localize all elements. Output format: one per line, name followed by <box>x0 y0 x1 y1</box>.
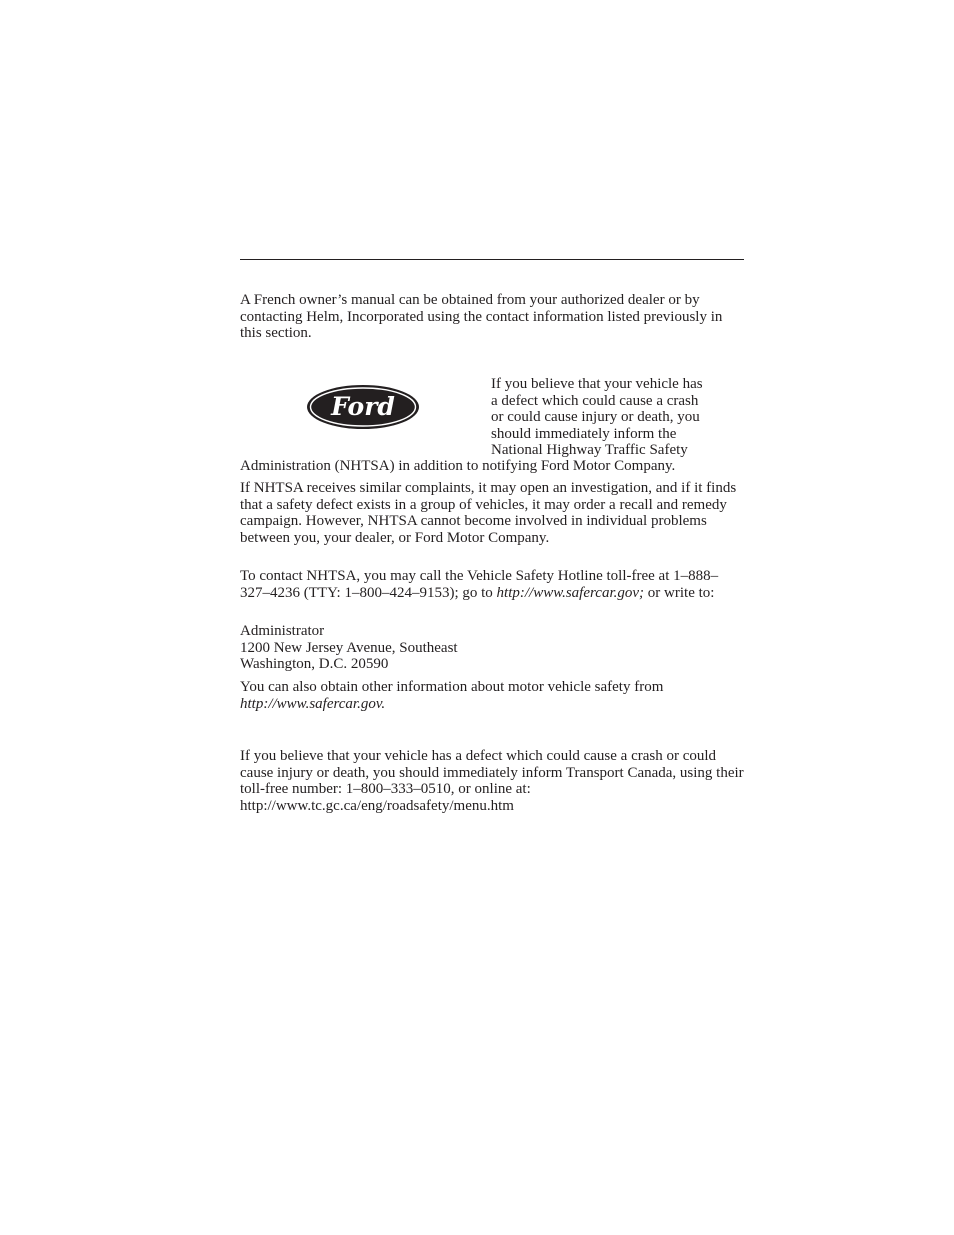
address-line: 1200 New Jersey Avenue, Southeast <box>240 639 458 656</box>
nhtsa-contact-suffix: or write to: <box>644 584 715 601</box>
ford-wordmark: Ford <box>331 392 395 421</box>
address-line: Washington, D.C. 20590 <box>240 656 389 672</box>
french-manual-paragraph: A French owner’s manual can be obtained from your authorized dealer or by contacting Helm, Incorporated using the contact information listed previously in this section. <box>240 292 723 341</box>
safercar-link[interactable]: http://www.safercar.gov. <box>240 695 386 712</box>
nhtsa-complaints-paragraph: If NHTSA receives similar complaints, it may open an investigation, and if it finds that a safety defect exists in a group of vehicles, it may order a recall and remedy campaign. However, NHTSA cannot become involved in individual problems between you, your dealer, or Ford Motor Company. <box>240 480 737 546</box>
nhtsa-intro-line: National Highway Traffic Safety <box>491 442 688 458</box>
nhtsa-intro-line: a defect which could cause a crash <box>491 392 699 409</box>
nhtsa-address <box>240 623 746 673</box>
nhtsa-contact-text: To contact NHTSA, you may call the Vehicle Safety Hotline toll-free at 1–888–327–4236 (TTY: 1–800–424–9153); go to <box>240 568 719 601</box>
ford-oval-logo-icon <box>306 384 420 430</box>
nhtsa-intro-line: should immediately inform the <box>491 425 677 442</box>
nhtsa-contact-paragraph <box>240 568 746 601</box>
transport-canada-paragraph: If you believe that your vehicle has a defect which could cause a crash or could cause injury or death, you should immediately inform Transport Canada, using their toll-free number: 1–800–333–0510, or online at: http://www.tc.gc.ca/eng/roadsafety/menu.htm <box>240 748 744 814</box>
section-divider <box>240 259 744 260</box>
nhtsa-intro <box>491 376 741 459</box>
other-info-paragraph <box>240 679 746 712</box>
safercar-link[interactable]: http://www.safercar.gov; <box>496 584 645 601</box>
nhtsa-intro-continuation: Administration (NHTSA) in addition to notifying Ford Motor Company. <box>240 458 676 474</box>
other-info-text: You can also obtain other information about motor vehicle safety from <box>240 679 664 695</box>
address-line: Administrator <box>240 623 325 639</box>
nhtsa-intro-line: If you believe that your vehicle has <box>491 376 703 392</box>
nhtsa-intro-line: or could cause injury or death, you <box>491 409 700 425</box>
